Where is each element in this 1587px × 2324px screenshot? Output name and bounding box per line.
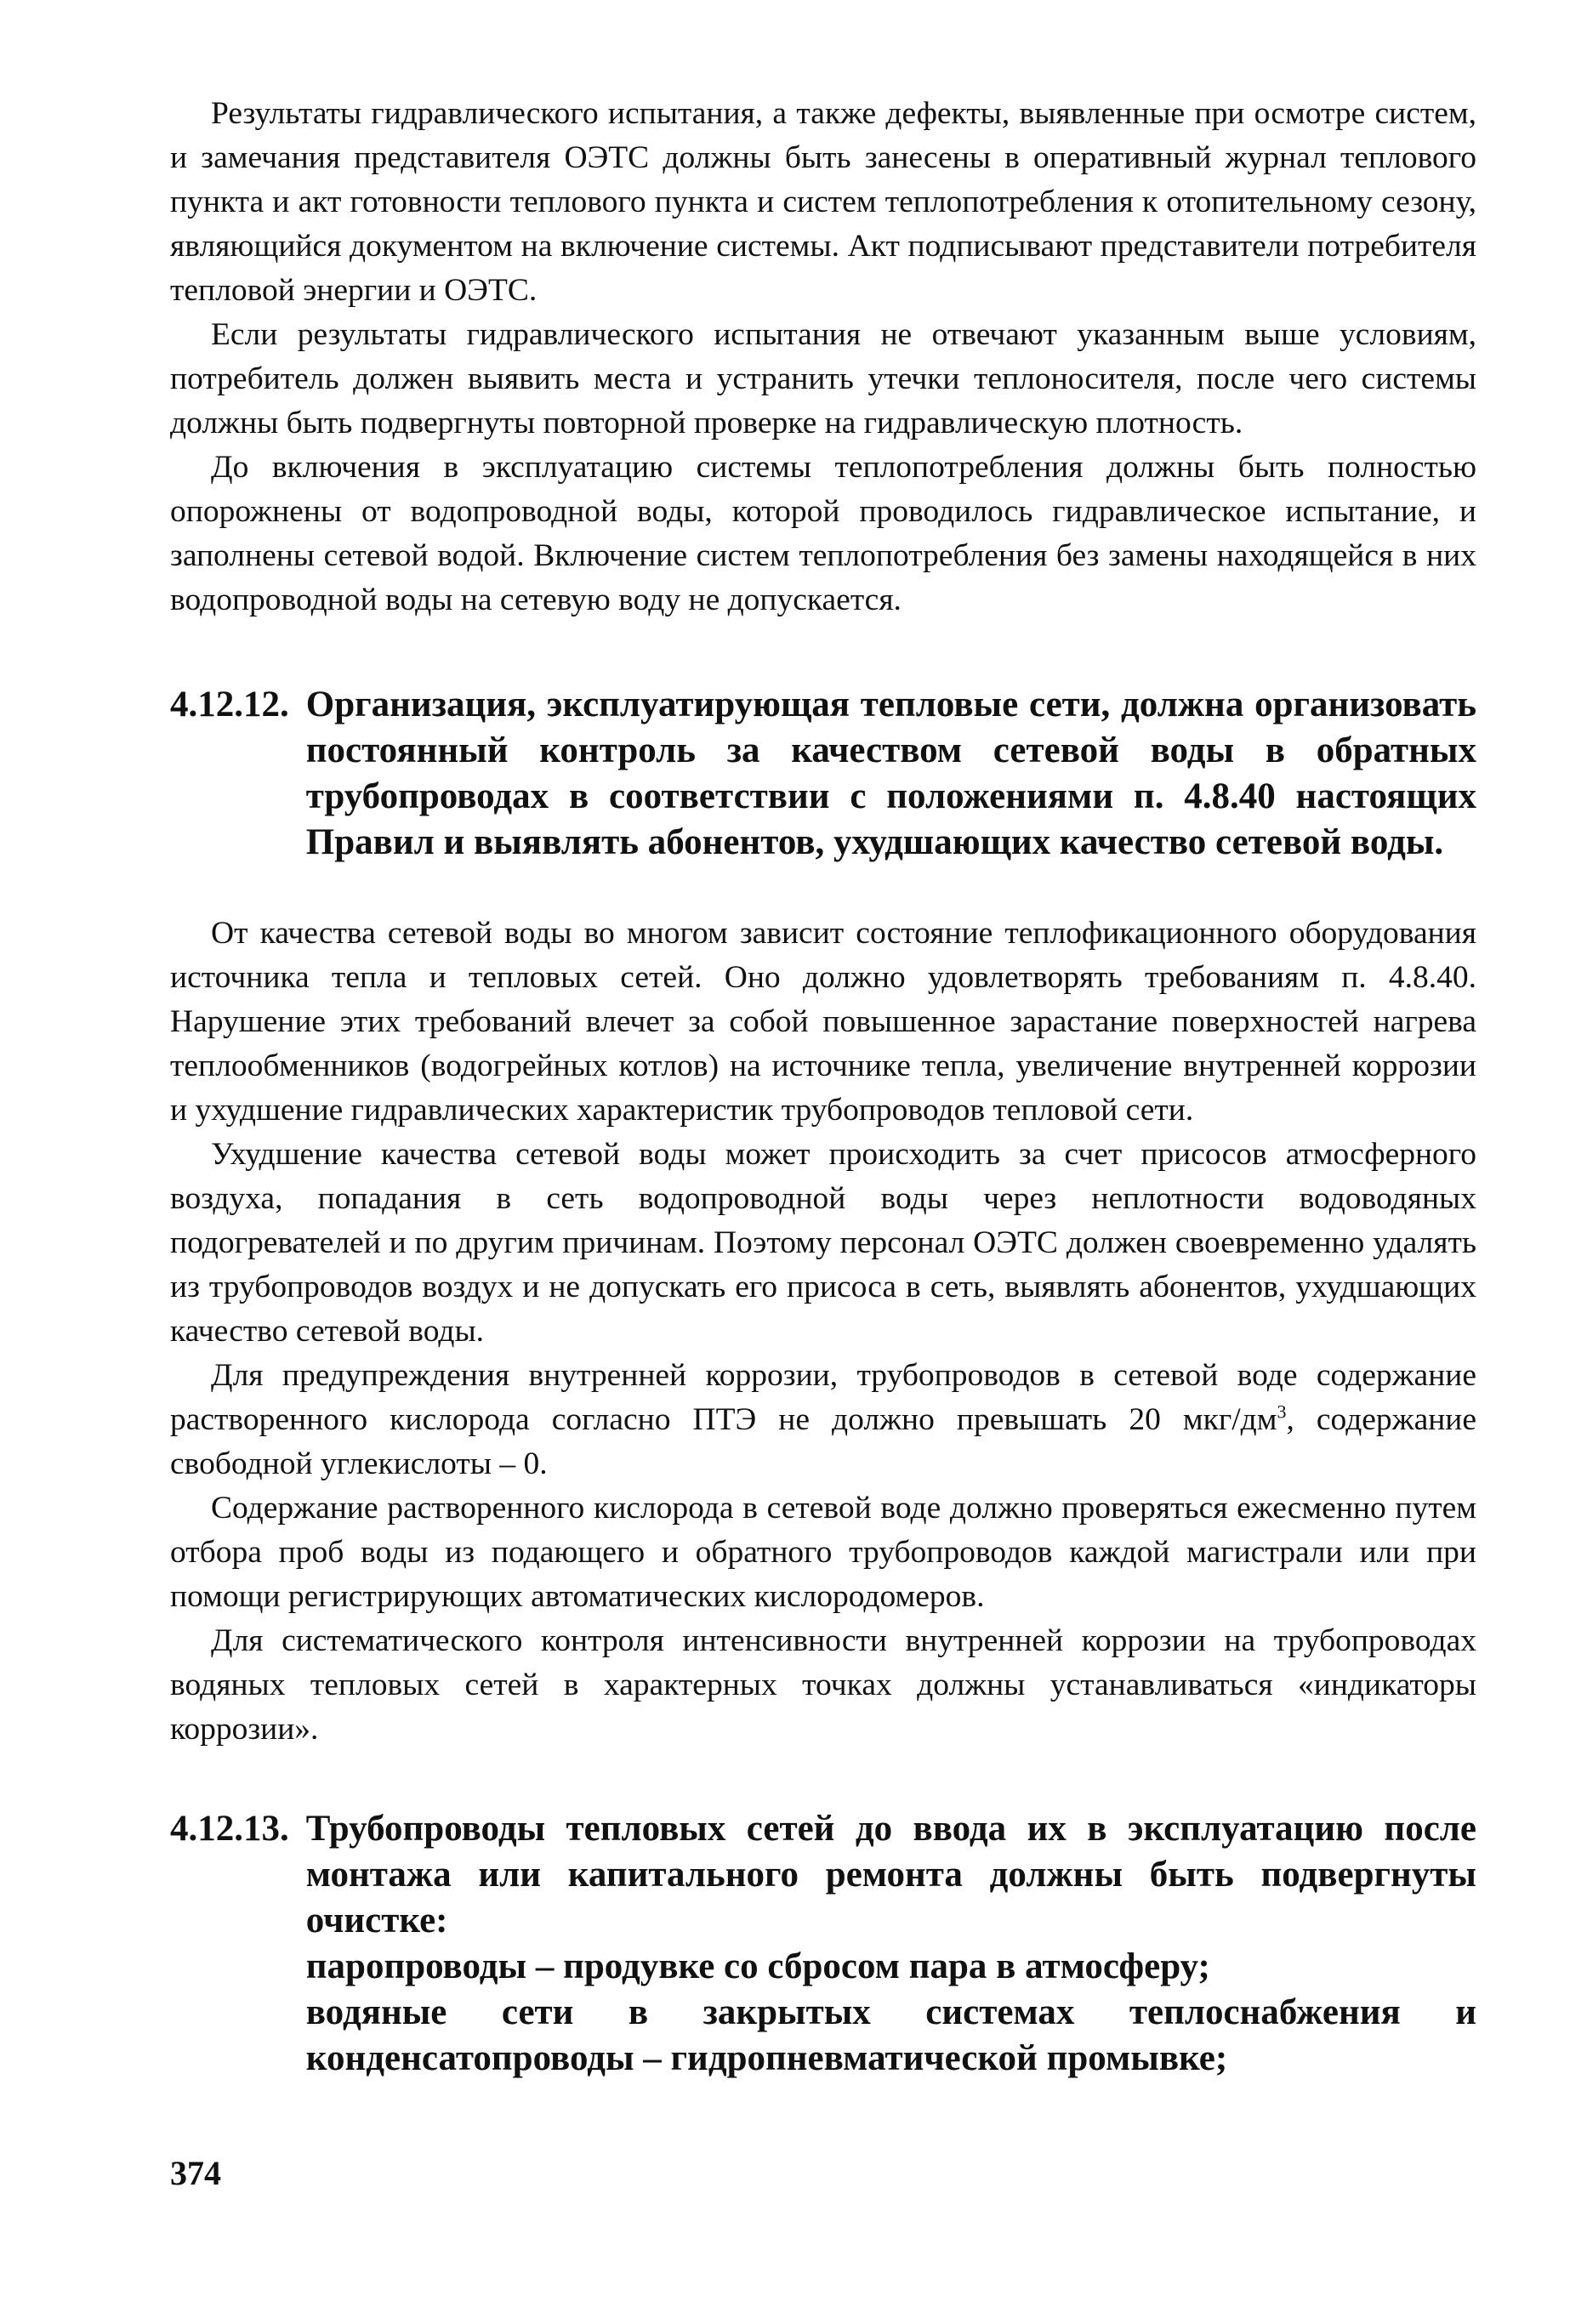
section-title: Организация, эксплуатирующая тепловые сети, должна организовать постоянный контроль за качеством сетевой воды в обратных трубопроводах в соответствии с положениями п. 4.8.40 настоящих Правил и выявлять абонентов, ухудшающих качество сетевой воды. bbox=[305, 685, 1476, 862]
list-item-water-networks: водяные сети в закрытых системах теплоснабжения и конденсатопроводы – гидропневматической промывке; bbox=[305, 1992, 1476, 2078]
superscript-cubic: 3 bbox=[1277, 1401, 1287, 1423]
paragraph-repeat-test: Если результаты гидравлического испытания не отвечают указанным выше условиям, потребитель должен выявить места и устранить утечки теплоносителя, после чего системы должны быть подвергнуты повторной проверке на гидравлическую плотность. bbox=[170, 317, 1476, 440]
paragraph-corrosion-indicators: Для систематического контроля интенсивности внутренней коррозии на трубопроводах водяных тепловых сетей в характерных точках должны устанавливаться «индикаторы коррозии». bbox=[170, 1623, 1476, 1747]
paragraph-oxygen-limit bbox=[170, 1354, 1476, 1486]
section-title: Трубопроводы тепловых сетей до ввода их в эксплуатацию после монтажа или капитального ремонта должны быть подвергнуты очистке: bbox=[305, 1809, 1476, 1940]
paragraph-water-replacement: До включения в эксплуатацию системы теплопотребления должны быть полностью опорожнены от водопроводной воды, которой проводилось гидравлическое испытание, и заполнены сетевой водой. Включение систем теплопотребления без замены находящейся в них водопроводной воды на сетевую воду не допускается. bbox=[170, 450, 1476, 617]
section-number: 4.12.13. bbox=[170, 1809, 289, 1849]
oxygen-limit-text: Для предупреждения внутренней коррозии, трубопроводов в сетевой воде содержание растворенного кислорода согласно ПТЭ не должно превышать 20 мкг/дм bbox=[170, 1358, 1476, 1437]
paragraph-oxygen-check: Содержание растворенного кислорода в сетевой воде должно проверяться ежесменно путем отбора проб воды из подающего и обратного трубопроводов каждой магистрали или при помощи регистрирующих автоматических кислородомеров. bbox=[170, 1491, 1476, 1614]
section-number: 4.12.12. bbox=[170, 685, 289, 724]
paragraph-water-quality: От качества сетевой воды во многом зависит состояние теплофикационного оборудования источника тепла и тепловых сетей. Оно должно удовлетворять требованиям п. 4.8.40. Нарушение этих требований влечет за собой повышенное зарастание поверхностей нагрева теплообменников (водогрейных котлов) на источнике тепла, увеличение внутренней коррозии и ухудшение гидравлических характеристик трубопроводов тепловой сети. bbox=[170, 916, 1476, 1128]
page-number: 374 bbox=[170, 2154, 221, 2192]
section-body bbox=[306, 1806, 1476, 2082]
section-heading-4-12-13 bbox=[170, 1806, 1476, 2082]
oxygen-limit-tail: , содержание свободной углекислоты – 0. bbox=[170, 1402, 1477, 1481]
paragraph-test-results: Результаты гидравлического испытания, а также дефекты, выявленные при осмотре систем, и замечания представителя ОЭТС должны быть занесены в оперативный журнал теплового пункта и акт готовности теплового пункта и систем теплопотребления к отопительному сезону, являющийся документом на включение системы. Акт подписывают представители потребителя тепловой энергии и ОЭТС. bbox=[170, 96, 1476, 308]
list-item-steam-lines: паропроводы – продувке со сбросом пара в атмосферу; bbox=[305, 1946, 1210, 1986]
section-heading-4-12-12 bbox=[170, 682, 1476, 866]
paragraph-quality-degradation: Ухудшение качества сетевой воды может происходить за счет присосов атмосферного воздуха, попадания в сеть водопроводной воды через неплотности водоводяных подогревателей и по другим причинам. Поэтому персонал ОЭТС должен своевременно удалять из трубопроводов воздух и не допускать его присоса в сеть, выявлять абонентов, ухудшающих качество сетевой воды. bbox=[170, 1137, 1476, 1349]
